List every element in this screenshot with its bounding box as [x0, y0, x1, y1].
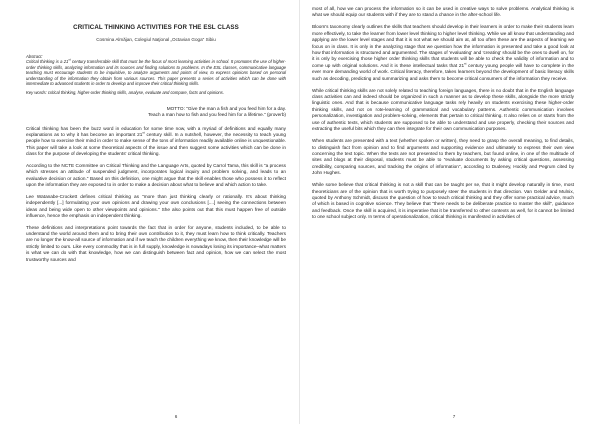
body-paragraph: Critical thinking has been the buzz word in education for some time now, with a myriad of definitions and equally many explanations as to why it has become an important 21st century skill. In a nutshell, however, the necessity to teach young people how to exercise their mind in order to make sense of the tons of information readily available online is unquestionable. This paper will take a look at some theoretical aspects of the issue and then suggest some activities which can be done in class for the purpose of developing the students' critical thinking.	[26, 125, 286, 157]
body-paragraph: While critical thinking skills are not solely related to teaching foreign languages, there is no doubt that in the English language class activities can and indeed should be organized in such a manner as to develop these skills, alongside the more strictly linguistic ones. And that is because communicative language tasks rely heavily on students exercising these higher-order thinking skills, and not on rote-learning of grammatical and vocabulary patterns. Authentic communication involves personalization, investigation and problem-solving, elements that pertain to critical thinking. It also relies on or starts from the use of authentic texts, which students are supposed to be able to understand and use properly, checking their sources and extracting the useful bits which they can then integrate for their own communication purposes.	[312, 87, 574, 132]
abstract-label: Abstract:	[26, 54, 43, 59]
motto	[26, 106, 286, 119]
page-number: 6	[174, 414, 178, 419]
body-paragraph: Bloom's taxonomy clearly outlines the skills that teachers should develop in their learners in order to make their students learn more effectively, to take the learner from lower level thinking to higher level thinking. While we all know that understanding and applying are the lower level stages and that it is not what we should aim at, all too often these are the aspects of learning we focus on in class. It is only in the analyzing stage that we question how the information is presented and take a good look at how that information is structured and argumented. The stages of 'evaluating' and 'creating' should be the ones to dwell on, for it is only by exercising those higher order thinking skills that students will be able to check the validity of information and to come up with original solutions. And it is these intellectual tasks that 21st century young people will have to complete in the ever more demanding world of work. Critical literacy, therefore, takes learners beyond the development of basic literacy skills such as decoding, predicting and summarizing and asks them to become critical consumers of the information they receive.	[312, 24, 574, 81]
keywords: Key words: critical thinking, higher-order thinking skills, analyse, evaluate and compare, facts and opinions.	[26, 90, 225, 96]
page-number: 7	[452, 414, 456, 419]
body-paragraph: most of all, how we can process the information so it can be used in creative ways to solve problems. Analytical thinking is what we should equip our students with if they are to stand a chance in the after-school life.	[312, 6, 574, 18]
paper-title: CRITICAL THINKING ACTIVITIES FOR THE ESL CLASS	[73, 24, 239, 31]
paper-author: Cosmina Almăjan, Colegiul Naţional „Octavian Goga" Sibiu	[96, 37, 216, 42]
body-paragraph: When students are presented with a text (whether spoken or written), they need to grasp the overall meaning, to find details, to distinguish fact from opinion and to find arguments and supporting evidence and ultimately to express their own view concerning the text topic. When the texts are not presented to them by teachers, but found online, in one of the multitude of sites and blogs at their disposal, students must be able to "evaluate documents by asking critical questions, assessing credibility, comparing sources, and tracking the origins of information", according to Dudeney, Hockly and Pegrum cited by John Hughes.	[312, 138, 574, 176]
motto-line-1: MOTTO: "Give the man a fish and you feed him for a day.	[166, 105, 286, 111]
motto-line-2: Teach a man how to fish and you feed him for a lifetime." (proverb)	[148, 112, 286, 118]
abstract-text: Critical thinking is a 21st century transferrable skill that must be the focus of most learning activities in school. It promotes the use of higher-order thinking skills, analyzing information and its sources and finding solutions to problems. In the ESL classes, communicative language teaching must encourage students to be inquisitive, to analyze arguments and points of view, to express opinions based on personal understanding of the information they obtain from various sources. This paper presents a series of activities which can be done with intermediate to advanced students in order to develop and improve their critical thinking skills.	[26, 58, 286, 87]
body-paragraph: While some believe that critical thinking is not a skill that can be taught per se, that it might develop naturally in time, most theoreticians are of the opinion that is worth trying to purposely steer the students in that direction. Van Gelder and Mulnix, quoted by Anthony Schmidt, discuss the question of how to teach critical thinking and they offer some practical advice, much of which is based in cognitive science. They believe that "there needs to be deliberate practice to master the skill", guidance and feedback. Once the skill is acquired, it is imperative that it be transferred to other contexts as well, for it cannot be limited to one school subject only. In terms of operationalization, critical thinking is manifested in activities of	[312, 182, 574, 220]
body-paragraph: These definitions and interpretations point towards the fact that in order for anyone, students included, to be able to understand the world around them and to bring their own contribution to it, they must learn how to think critically. Teachers are no longer the know-all source of information and if we teach the children everything we know, then their knowledge will be strictly limited to ours. Like every commodity that is in full supply, knowledge is nowadays losing its importance–what matters is what we can do with that knowledge, how we can distinguish between fact and opinion, how we can select the most trustworthy sources and	[26, 224, 286, 262]
right-page	[300, 0, 600, 424]
body-paragraph: Lee Watanabe-Crockett defines critical thinking as "more than just thinking clearly or rationally. It's about thinking independently [...] formulating your own opinions and drawing your own conclusions [....] seeing the connections between ideas and being wide open to other viewpoints and opinions." She also points out that this must happen free of outside influence, hence the emphasis on independent thinking.	[26, 193, 286, 218]
body-paragraph: According to the NCTE Committee on Critical Thinking and the Language Arts, quoted by Carrol Tama, this skill is "a process which stresses an attitude of suspended judgment, incorporates logical inquiry and problem solving, and leads to an evaluative decision or action." Based on this definition, one might argue that the skill enables those who possess it to reflect upon the information they are exposed to in order to make a decision about what to believe and which action to take.	[26, 162, 286, 188]
